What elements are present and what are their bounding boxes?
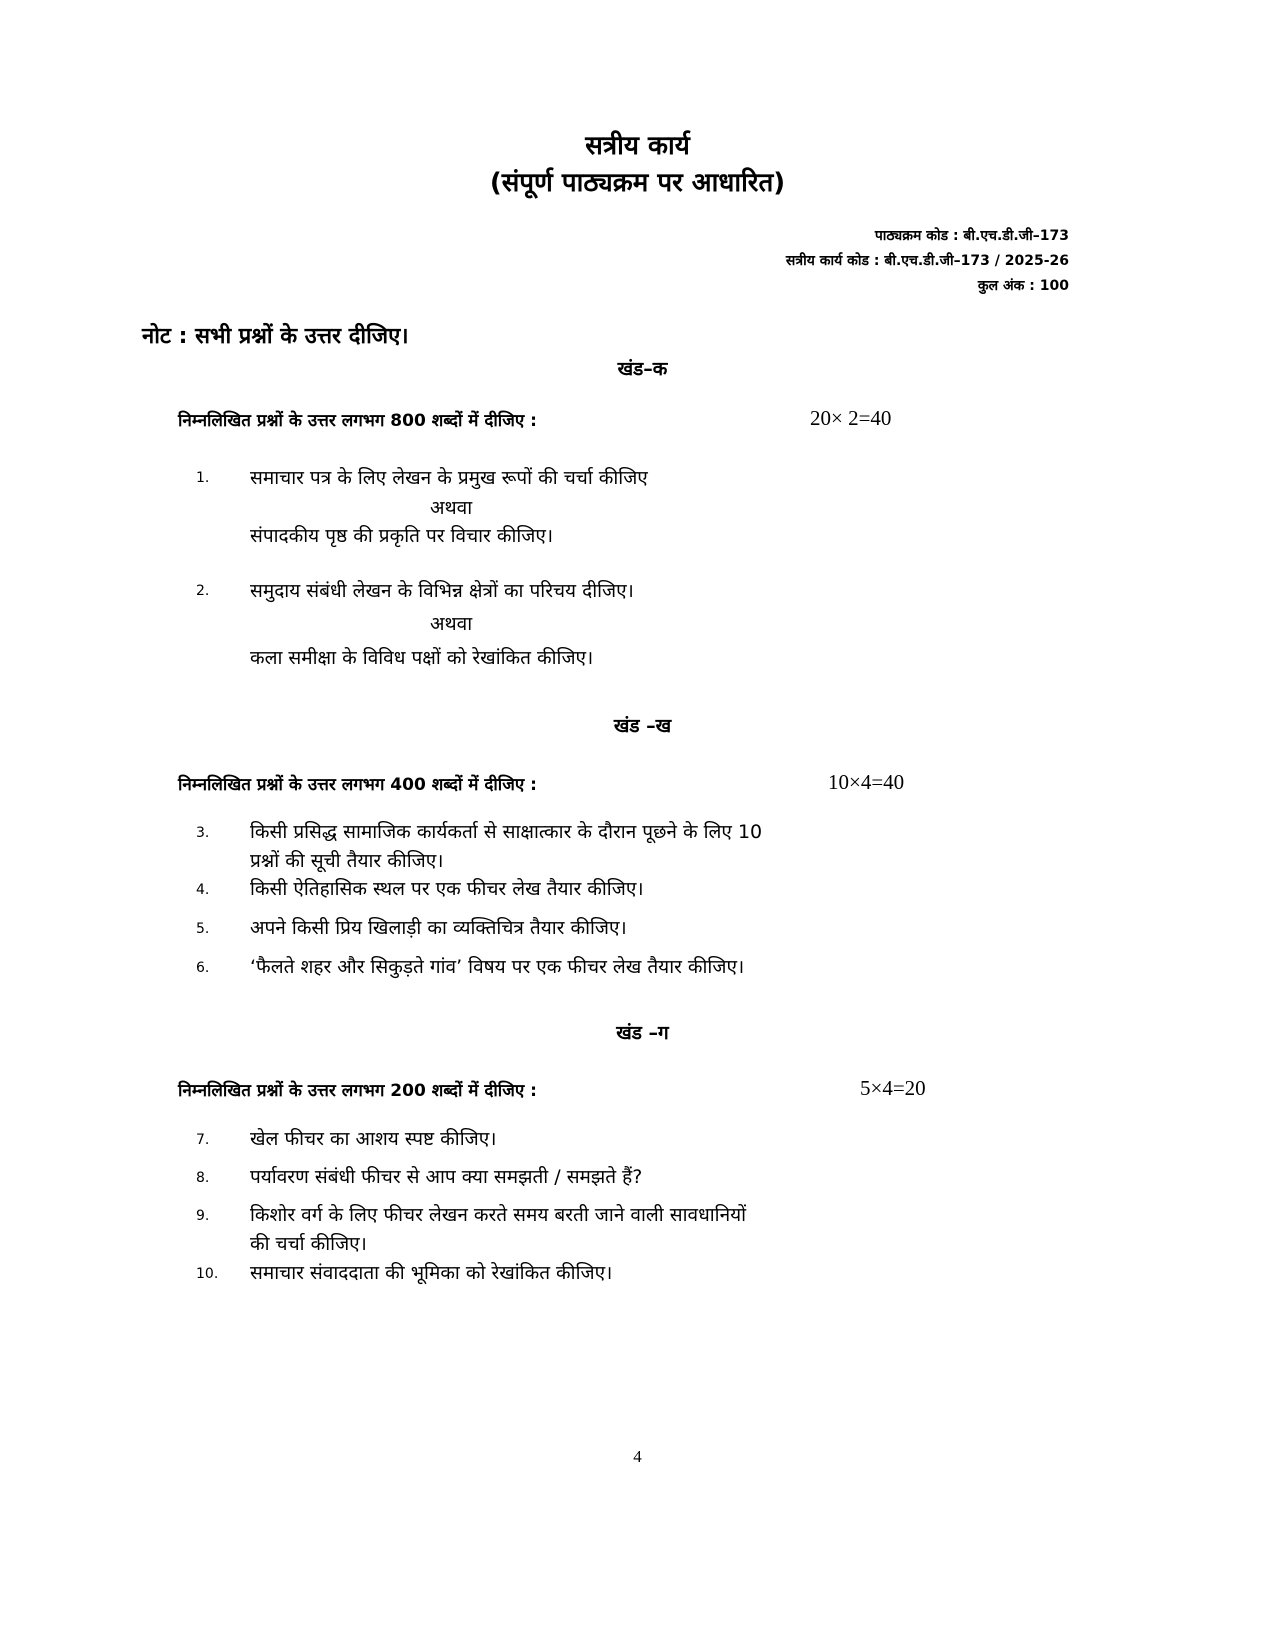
or-label: अथवा <box>430 613 473 635</box>
question-text: किसी ऐतिहासिक स्थल पर एक फीचर लेख तैयार कीजिए। <box>250 878 644 900</box>
question-alt-text: संपादकीय पृष्ठ की प्रकृति पर विचार कीजिए। <box>250 525 554 547</box>
course-code: पाठ्यक्रम कोड : बी.एच.डी.जी–173 <box>874 228 1069 244</box>
page-number: 4 <box>633 1447 642 1466</box>
section-b-instruction: निम्नलिखित प्रश्नों के उत्तर लगभग 400 शब्दों में दीजिए : <box>178 775 537 795</box>
question-alt-text: कला समीक्षा के विविध पक्षों को रेखांकित कीजिए। <box>250 647 594 669</box>
question-number: 1. <box>196 470 210 486</box>
question-number: 3. <box>196 825 210 841</box>
question-text: खेल फीचर का आशय स्पष्ट कीजिए। <box>250 1128 497 1150</box>
question-text-line2: की चर्चा कीजिए। <box>250 1233 367 1255</box>
question-number: 6. <box>196 960 210 976</box>
question-text-line1: किसी प्रसिद्ध सामाजिक कार्यकर्ता से साक्षात्कार के दौरान पूछने के लिए 10 <box>250 821 763 843</box>
question-text-line1: किशोर वर्ग के लिए फीचर लेखन करते समय बरती जाने वाली सावधानियों <box>250 1204 747 1226</box>
section-c-marks: 5×4=20 <box>860 1076 926 1100</box>
question-text: समाचार पत्र के लिए लेखन के प्रमुख रूपों की चर्चा कीजिए <box>250 467 648 489</box>
question-text: समाचार संवाददाता की भूमिका को रेखांकित कीजिए। <box>250 1262 613 1284</box>
question-number: 9. <box>196 1208 210 1224</box>
question-number: 10. <box>196 1266 219 1282</box>
question-number: 4. <box>196 882 210 898</box>
section-a-instruction: निम्नलिखित प्रश्नों के उत्तर लगभग 800 शब्दों में दीजिए : <box>178 411 537 431</box>
document-title: सत्रीय कार्य <box>585 131 690 161</box>
section-c-heading: खंड –ग <box>616 1022 669 1044</box>
document-subtitle: (संपूर्ण पाठ्यक्रम पर आधारित) <box>489 168 786 198</box>
question-number: 8. <box>196 1170 210 1186</box>
total-marks: कुल अंक : 100 <box>977 278 1069 294</box>
or-label: अथवा <box>430 497 473 519</box>
section-b-marks: 10×4=40 <box>828 770 905 794</box>
section-b-heading: खंड –ख <box>613 715 672 737</box>
question-text: पर्यावरण संबंधी फीचर से आप क्या समझती / समझते हैं? <box>250 1166 643 1188</box>
question-number: 5. <box>196 921 210 937</box>
question-number: 7. <box>196 1132 210 1148</box>
section-a-heading: खंड–क <box>617 358 668 380</box>
question-text-line2: प्रश्नों की सूची तैयार कीजिए। <box>250 850 444 872</box>
section-c-instruction: निम्नलिखित प्रश्नों के उत्तर लगभग 200 शब्दों में दीजिए : <box>178 1081 537 1101</box>
question-text: समुदाय संबंधी लेखन के विभिन्न क्षेत्रों का परिचय दीजिए। <box>250 580 634 602</box>
note-instruction: नोट : सभी प्रश्नों के उत्तर दीजिए। <box>142 324 409 349</box>
question-text: ‘फैलते शहर और सिकुड़ते गांव’ विषय पर एक फीचर लेख तैयार कीजिए। <box>250 956 745 978</box>
question-text: अपने किसी प्रिय खिलाड़ी का व्यक्तिचित्र तैयार कीजिए। <box>250 917 627 939</box>
question-number: 2. <box>196 583 210 599</box>
section-a-marks: 20× 2=40 <box>810 406 892 430</box>
assignment-code: सत्रीय कार्य कोड : बी.एच.डी.जी–173 / 2025-26 <box>785 253 1069 269</box>
